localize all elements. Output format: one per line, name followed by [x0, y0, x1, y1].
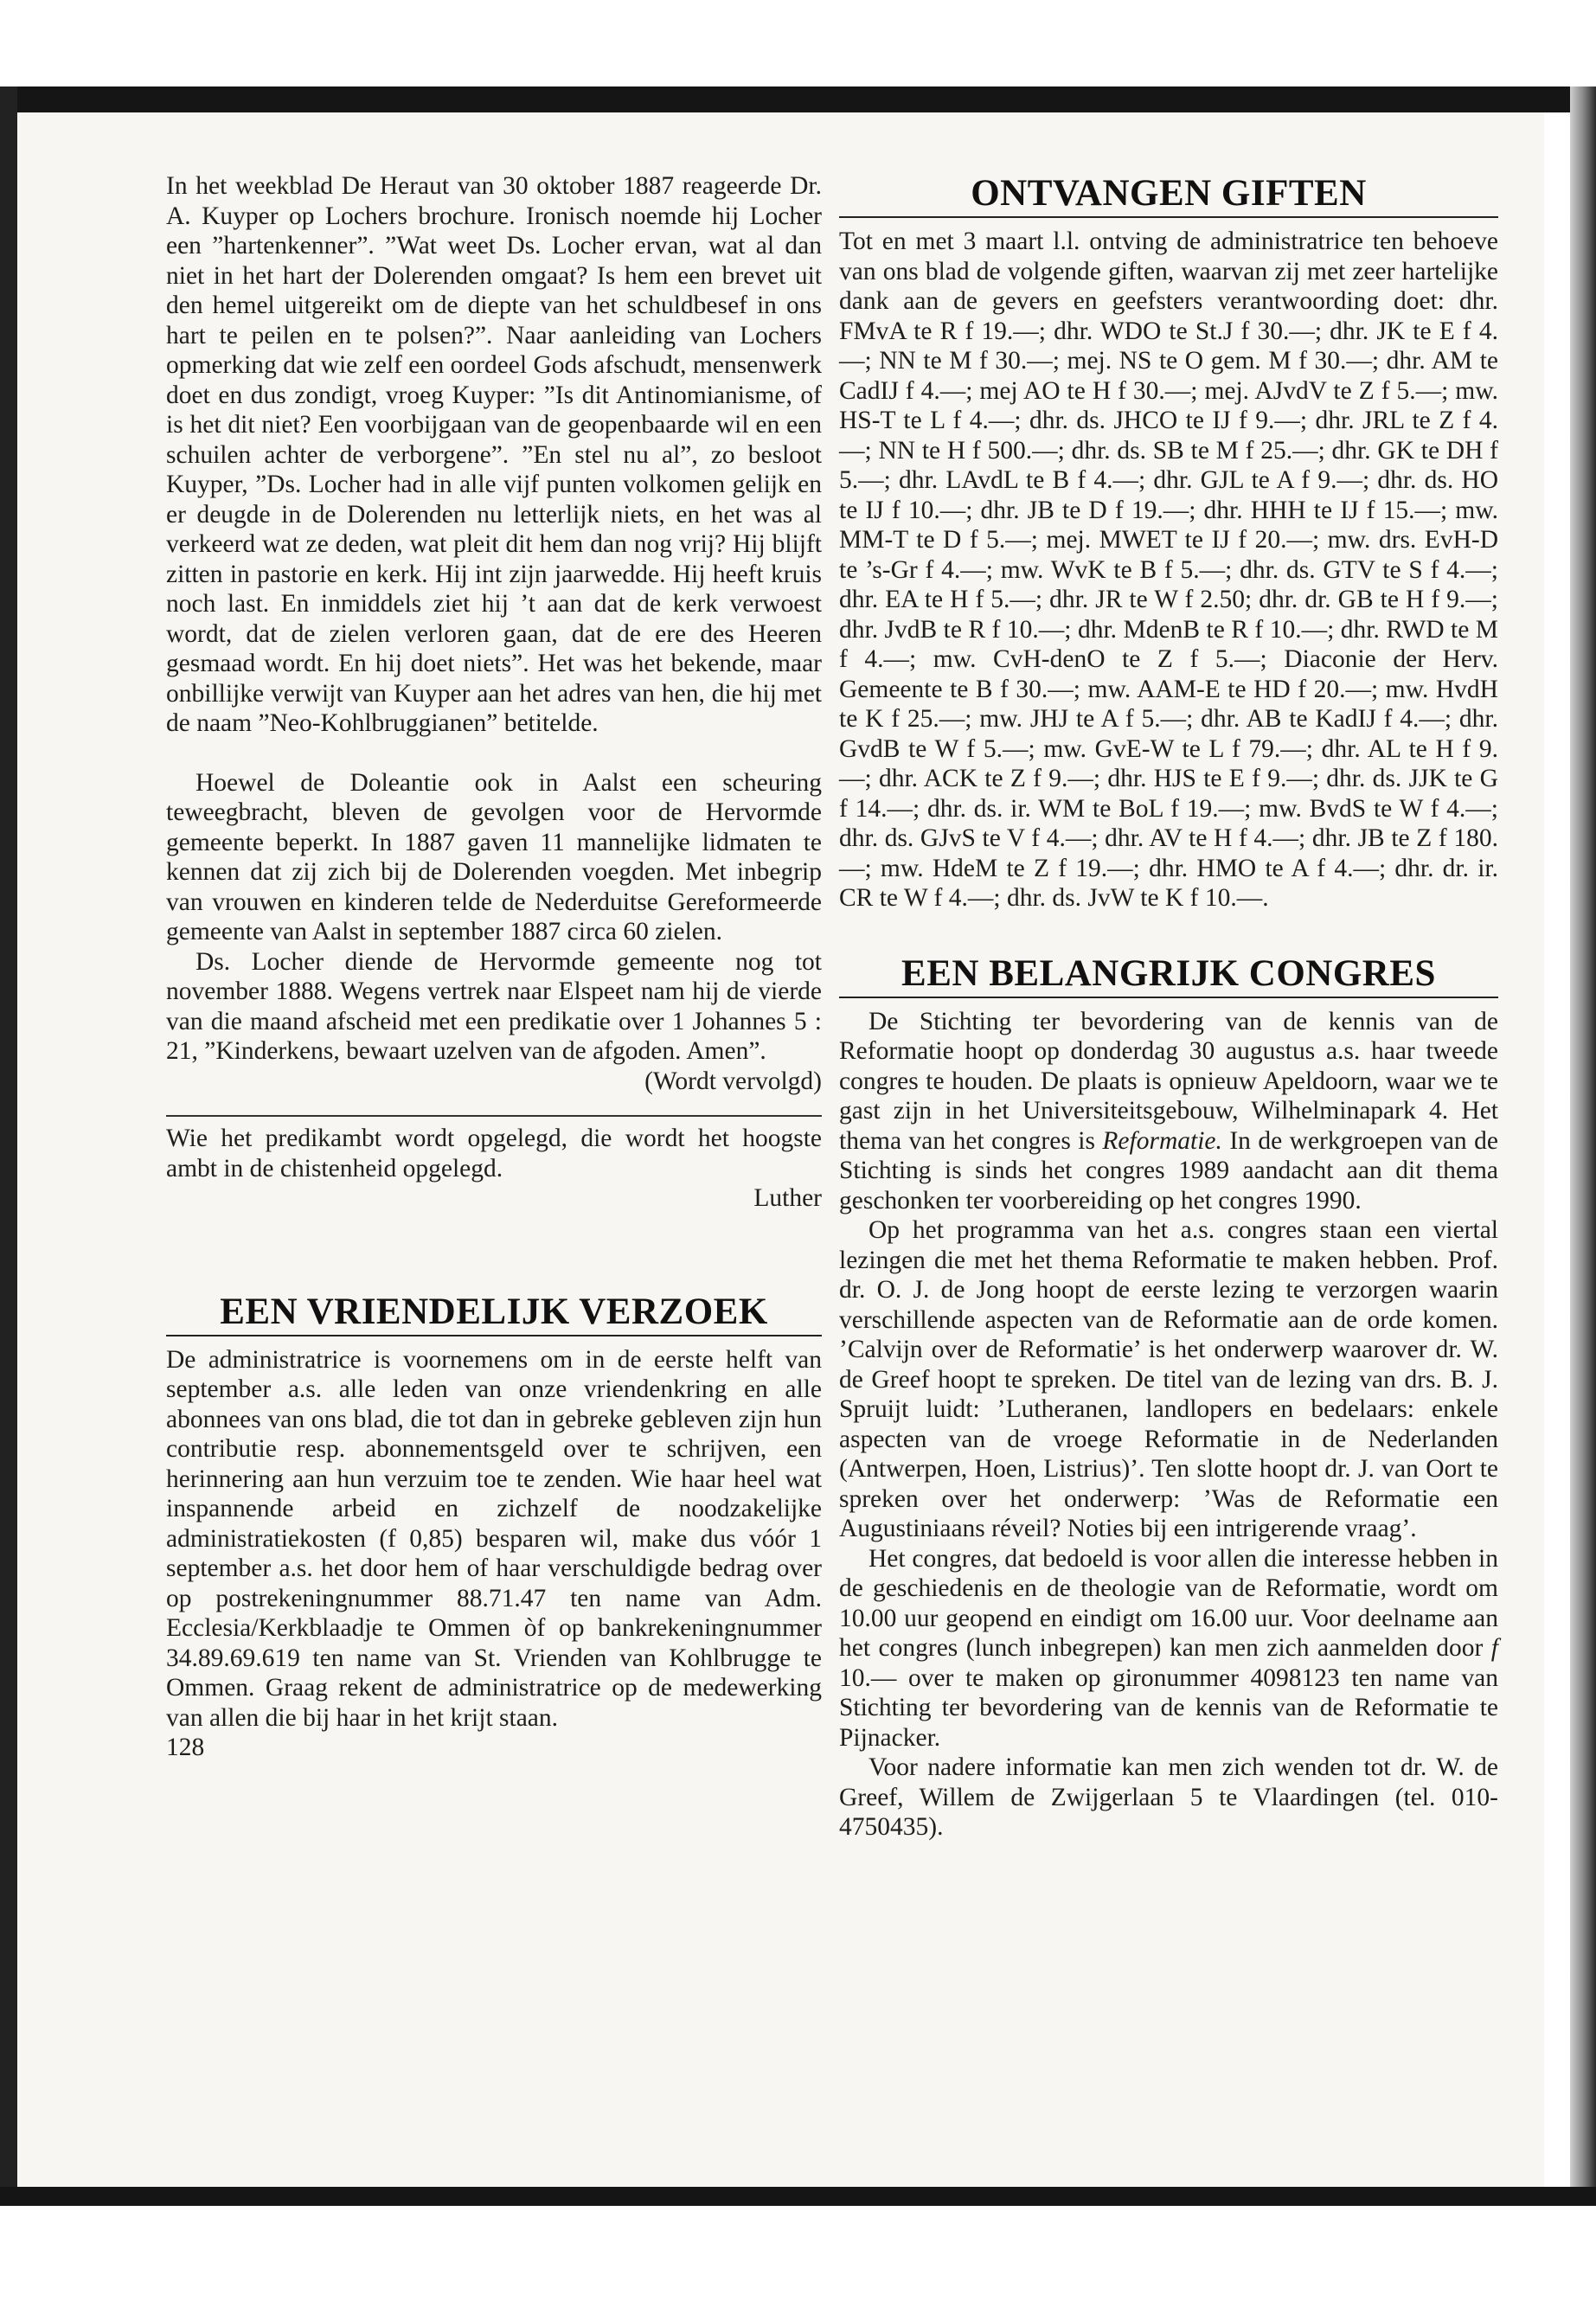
- section-title-verzoek: EEN VRIENDELIJK VERZOEK: [220, 1291, 768, 1332]
- scan-left-edge: [0, 87, 17, 2206]
- guilder-sign: f: [1490, 1634, 1498, 1662]
- article-paragraph: Ds. Locher diende de Hervormde gemeente nog tot november 1888. Wegens vertrek naar Elspeet nam hij de vierde van die maand afscheid met een predikatie over 1 Johannes 5 : 21, ”Kinderkens, bewaart uzelven van de afgoden. Amen”.: [166, 947, 822, 1065]
- divider: [166, 1115, 822, 1117]
- continued-note: (Wordt vervolgd): [644, 1067, 822, 1095]
- title-underline: [166, 1335, 822, 1336]
- congres-paragraph: Voor nadere informatie kan men zich wenden tot dr. W. de Greef, Willem de Zwijgerlaan 5 te Vlaardingen (tel. 010-4750435).: [839, 1753, 1498, 1841]
- congres-paragraph: Het congres, dat bedoeld is voor allen die interesse hebben in de geschiedenis en de theologie van de Reformatie, wordt om 10.00 uur geopend en eindigt om 16.00 uur. Voor deelname aan het congres (lunch inbegrepen) kan men zich aanmelden door f 10.— over te maken op gironummer 4098123 ten name van Stichting ter bevordering van de kennis van de Reformatie te Pijnacker.: [839, 1544, 1498, 1752]
- article-paragraph: Hoewel de Doleantie ook in Aalst een scheuring teweegbracht, bleven de gevolgen voor de Hervormde gemeente beperkt. In 1887 gaven 11 mannelijke lidmaten te kennen dat zij zich bij de Dolerenden voegden. Met inbegrip van vrouwen en kinderen telde de Nederduitse Gereformeerde gemeente van Aalst in september 1887 circa 60 zielen.: [166, 768, 822, 945]
- congres-paragraph: Op het programma van het a.s. congres staan een viertal lezingen die met het thema Reformatie te maken hebben. Prof. dr. O. J. de Jong hoopt de eerste lezing te verzorgen waarin verschillende aspecten van de Reformatie aan de orde komen. ’Calvijn over de Reformatie’ is het onderwerp waarover dr. W. de Greef hoopt te spreken. De titel van de lezing van drs. B. J. Spruijt luidt: ’Lutheranen, landlopers en bedelaars: enkele aspecten van de vroege Reformatie in de Nederlanden (Antwerpen, Hoen, Listrius)’. Ten slotte hoopt dr. J. van Oort te spreken over het onderwerp: ’Was de Reformatie een Augustiniaans réveil? Noties bij een intrigerende vraag’.: [839, 1216, 1498, 1542]
- quote-text: Wie het predikambt wordt opgelegd, die wordt het hoogste ambt in de chistenheid opgelegd.: [166, 1125, 822, 1183]
- congres-theme: Reformatie.: [1102, 1126, 1222, 1155]
- right-column: [839, 171, 1498, 1843]
- giften-text: Tot en met 3 maart l.l. ontving de administratrice ten behoeve van ons blad de volgende giften, waarvan zij met zeer hartelijke dank aan de gevers en geefsters verantwoording doet: dhr. FMvA te R f 19.—; dhr. WDO te St.J f 30.—; dhr. JK te E f 4.—; NN te M f 30.—; mej. NS te O gem. M f 30.—; dhr. AM te CadIJ f 4.—; mej AO te H f 30.—; mej. AJvdV te Z f 5.—; mw. HS-T te L f 4.—; dhr. ds. JHCO te IJ f 9.—; dhr. JRL te Z f 4.—; NN te H f 500.—; dhr. ds. SB te M f 25.—; dhr. GK te DH f 5.—; dhr. LAvdL te B f 4.—; dhr. GJL te A f 9.—; dhr. ds. HO te IJ f 10.—; dhr. JB te D f 19.—; dhr. HHH te IJ f 15.—; mw. MM-T te D f 5.—; mej. MWET te IJ f 20.—; mw. drs. EvH-D te ’s-Gr f 4.—; mw. WvK te B f 5.—; dhr. ds. GTV te S f 4.—; dhr. EA te H f 5.—; dhr. JR te W f 2.50; dhr. dr. GB te H f 9.—; dhr. JvdB te R f 10.—; dhr. MdenB te R f 10.—; dhr. RWD te M f 4.—; mw. CvH-denO te Z f 5.—; Diaconie der Herv. Gemeente te B f 30.—; mw. AAM-E te HD f 20.—; mw. HvdH te K f 25.—; mw. JHJ te A f 5.—; dhr. AB te KadIJ f 4.—; dhr. GvdB te W f 5.—; mw. GvE-W te L f 79.—; dhr. AL te H f 9.—; dhr. ACK te Z f 9.—; dhr. HJS te E f 9.—; dhr. ds. JJK te G f 14.—; dhr. ds. ir. WM te BoL f 19.—; mw. BvdS te W f 4.—; dhr. ds. GJvS te V f 4.—; dhr. AV te H f 4.—; dhr. JB te Z f 180.—; mw. HdeM te Z f 19.—; dhr. HMO te A f 4.—; dhr. dr. ir. CR te W f 4.—; dhr. ds. JvW te K f 10.—.: [839, 228, 1498, 912]
- title-underline: [839, 997, 1498, 998]
- left-column: [166, 171, 822, 1763]
- title-underline: [839, 216, 1498, 218]
- scan-top-border: [0, 87, 1596, 112]
- article-paragraph: In het weekblad De Heraut van 30 oktober 1887 reageerde Dr. A. Kuyper op Lochers brochure. Ironisch noemde hij Locher een ”hartenkenner”. ”Wat weet Ds. Locher ervan, wat al dan niet in het hart der Dolerenden omgaat? Is hem een brevet uit den hemel uitgereikt om de diepte van het schuldbesef in ons hart te peilen en te polsen?”. Naar aanleiding van Lochers opmerking dat wie zelf een oordeel Gods afschudt, mensenwerk doet en dus zondigt, vroeg Kuyper: ”Is dit Antinomianisme, of is het dit niet? Een voorbijgaan van de geopenbaarde wil en een schuilen achter de verborgene”. ”En stel nu al”, zo besloot Kuyper, ”Ds. Locher had in alle vijf punten volkomen gelijk en er deugde in de Dolerenden nu letterlijk niets, en het was al verkeerd wat ze deden, wat pleit dit hem dan nog vrij? Hij blijft zitten in pastorie en kerk. Hij int zijn jaarwedde. Hij heeft kruis noch last. En inmiddels ziet hij ’t aan dat de kerk verwoest wordt, dat de zielen verloren gaan, dat de ere des Heeren gesmaad wordt. En hij doet niets”. Het was het bekende, maar onbillijke verwijt van Kuyper aan het adres van hen, die hij met de naam ”Neo-Kohlbruggianen” betitelde.: [166, 172, 822, 737]
- section-title-giften: ONTVANGEN GIFTEN: [971, 173, 1367, 214]
- congres-paragraph: De Stichting ter bevordering van de kennis van de Reformatie hoopt op donderdag 30 augustus a.s. haar tweede congres te houden. De plaats is opnieuw Apeldoorn, waar we te gast zijn in het Universiteitsgebouw, Wilhelminapark 4. Het thema van het congres is Reformatie. In de werkgroepen van de Stichting is sinds het congres 1989 aandacht aan dit thema geschonken ter voorbereiding op het congres 1990.: [839, 1007, 1498, 1215]
- verzoek-text: De administratrice is voornemens om in de eerste helft van september a.s. alle leden van onze vriendenkring en alle abonnees van ons blad, die tot dan in gebreke gebleven zijn hun contributie resp. abonnementsgeld over te schrijven, een herinnering aan hun verzuim toe te zenden. Wie haar heel wat inspannende arbeid en zichzelf de noodzakelijke administratiekosten (f 0,85) besparen wil, make dus vóór 1 september a.s. het door hem of haar verschuldigde bedrag over op postrekeningnummer 88.71.47 ten name van Adm. Ecclesia/Kerkblaadje te Ommen òf op bankrekeningnummer 34.89.69.619 ten name van St. Vrienden van Kohlbrugge te Ommen. Graag rekent de administratrice op de medewerking van allen die bij haar in het krijt staan.: [166, 1345, 822, 1732]
- quote-author: Luther: [753, 1184, 822, 1212]
- page-number: 128: [166, 1734, 205, 1761]
- scan-right-edge: [1570, 87, 1596, 2206]
- scan-bottom-border: [0, 2187, 1596, 2206]
- section-title-congres: EEN BELANGRIJK CONGRES: [901, 952, 1436, 994]
- magazine-page: [17, 112, 1544, 2187]
